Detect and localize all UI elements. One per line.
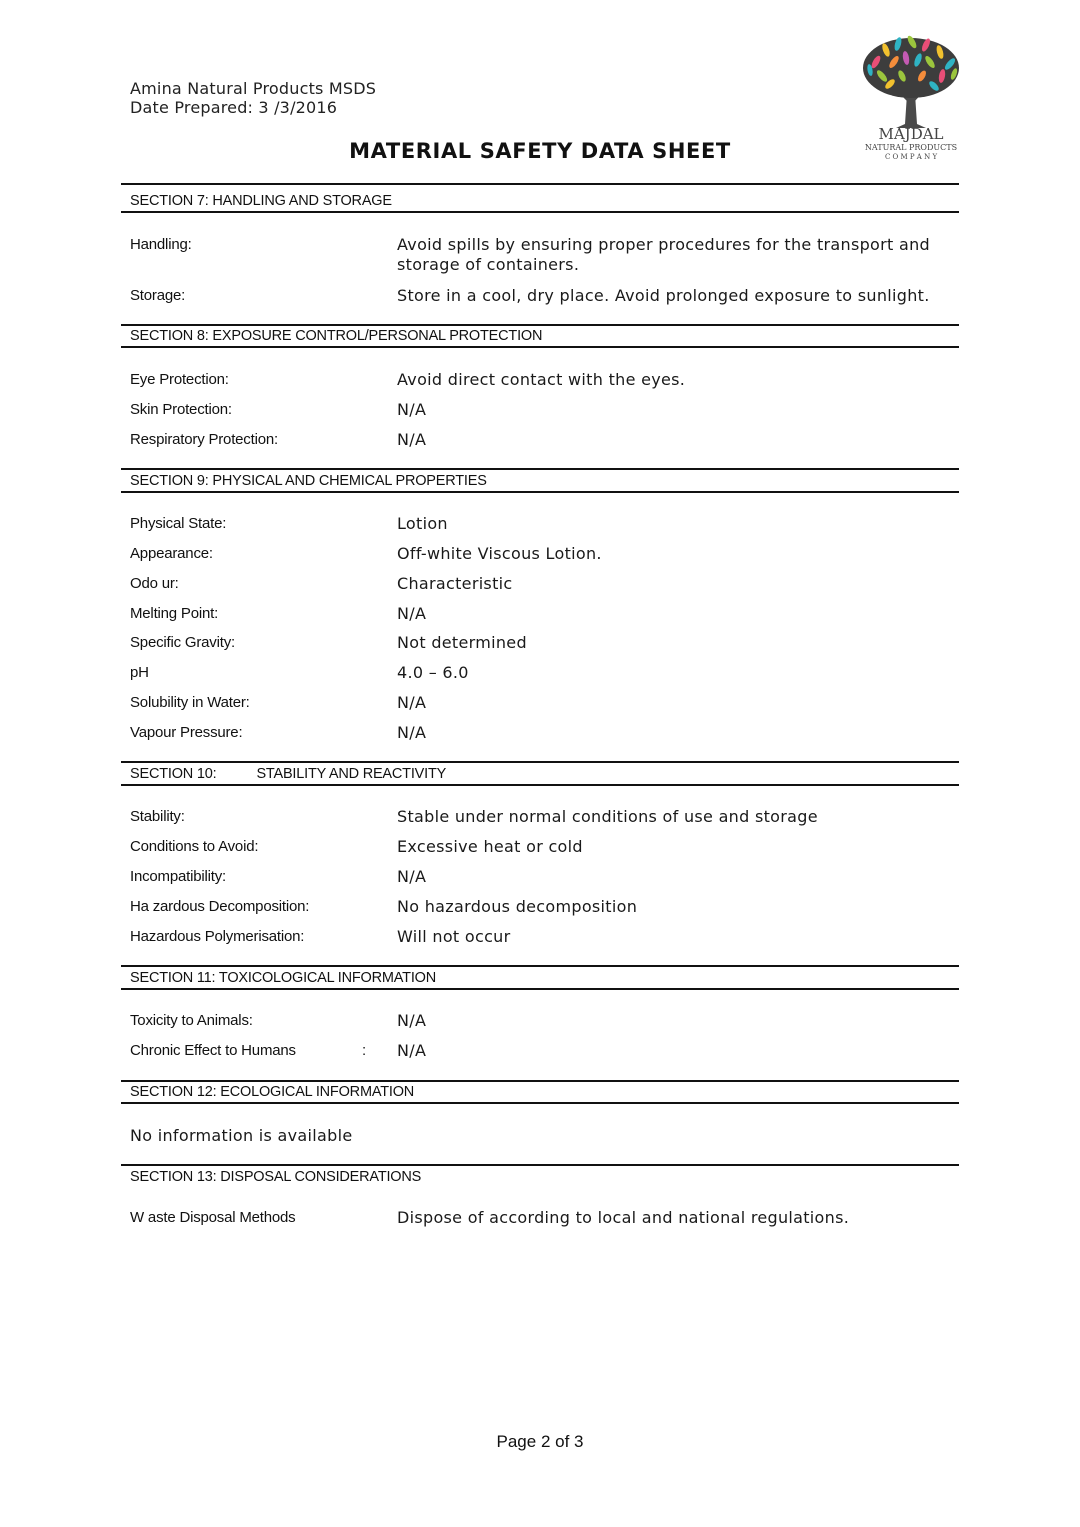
section-13-title: SECTION 13: DISPOSAL CONSIDERATIONS: [130, 1169, 422, 1185]
logo-tagline: NATURAL PRODUCTS: [864, 143, 958, 152]
section-divider: [121, 211, 959, 213]
hazardous-polymerisation-label: Hazardous Polymerisation:: [130, 928, 305, 945]
handling-label: Handling:: [130, 236, 192, 253]
waste-disposal-value: Dispose of according to local and national regulations.: [397, 1208, 850, 1227]
incompatibility-label: Incompatibility:: [130, 868, 227, 885]
waste-disposal-label: W aste Disposal Methods: [130, 1209, 296, 1226]
section-divider: [121, 761, 959, 763]
logo-company: C O M P A N Y: [884, 153, 938, 161]
handling-value-line1: Avoid spills by ensuring proper procedures for the transport and: [397, 235, 930, 254]
hazardous-decomposition-label: Ha zardous Decomposition:: [130, 898, 310, 915]
document-title: MATERIAL SAFETY DATA SHEET: [349, 139, 731, 163]
section-10-name: STABILITY AND REACTIVITY: [256, 766, 447, 782]
section-divider: [121, 784, 959, 786]
toxicity-animals-value: N/A: [397, 1011, 427, 1030]
date-prepared: Date Prepared: 3 /3/2016: [130, 98, 338, 117]
vapour-pressure-label: Vapour Pressure:: [130, 724, 243, 741]
odour-label: Odo ur:: [130, 575, 179, 592]
logo-name: MAJDAL: [878, 125, 944, 143]
physical-state-value: Lotion: [397, 514, 448, 533]
melting-point-label: Melting Point:: [130, 605, 219, 622]
appearance-value: Off-white Viscous Lotion.: [397, 544, 602, 563]
handling-value-line2: storage of containers.: [397, 255, 580, 274]
page-number: Page 2 of 3: [496, 1432, 584, 1451]
chronic-effect-value: N/A: [397, 1041, 427, 1060]
vapour-pressure-value: N/A: [397, 723, 427, 742]
eye-protection-label: Eye Protection:: [130, 371, 229, 388]
document-source-line: Amina Natural Products MSDS: [130, 79, 377, 98]
section-12-title: SECTION 12: ECOLOGICAL INFORMATION: [130, 1084, 415, 1100]
specific-gravity-label: Specific Gravity:: [130, 634, 235, 651]
ph-label: pH: [130, 664, 149, 681]
hazardous-polymerisation-value: Will not occur: [397, 927, 511, 946]
storage-value: Store in a cool, dry place. Avoid prolonged exposure to sunlight.: [397, 286, 930, 305]
ph-value: 4.0 – 6.0: [397, 663, 469, 682]
hazardous-decomposition-value: No hazardous decomposition: [397, 897, 638, 916]
section-10-number: SECTION 10:: [130, 766, 217, 782]
stability-value: Stable under normal conditions of use and storage: [397, 807, 818, 826]
appearance-label: Appearance:: [130, 545, 213, 562]
section-divider: [121, 468, 959, 470]
conditions-to-avoid-label: Conditions to Avoid:: [130, 838, 259, 855]
section-divider: [121, 1102, 959, 1104]
section-divider: [121, 988, 959, 990]
toxicity-animals-label: Toxicity to Animals:: [130, 1012, 253, 1029]
section-11-title: SECTION 11: TOXICOLOGICAL INFORMATION: [130, 970, 437, 986]
tree-logo-icon: [860, 32, 962, 162]
odour-value: Characteristic: [397, 574, 513, 593]
chronic-effect-label: Chronic Effect to Humans: [130, 1042, 296, 1059]
respiratory-protection-label: Respiratory Protection:: [130, 431, 278, 448]
section-divider: [121, 965, 959, 967]
stability-label: Stability:: [130, 808, 185, 825]
section-divider: [121, 1164, 959, 1166]
section-9-title: SECTION 9: PHYSICAL AND CHEMICAL PROPERTIES: [130, 473, 487, 489]
section-divider: [121, 1080, 959, 1082]
storage-label: Storage:: [130, 287, 186, 304]
eye-protection-value: Avoid direct contact with the eyes.: [397, 370, 686, 389]
ecological-info-text: No information is available: [130, 1126, 353, 1145]
section-10-title: [130, 766, 446, 782]
skin-protection-value: N/A: [397, 400, 427, 419]
solubility-value: N/A: [397, 693, 427, 712]
specific-gravity-value: Not determined: [397, 633, 527, 652]
company-logo: [860, 32, 962, 162]
physical-state-label: Physical State:: [130, 515, 227, 532]
section-divider: [121, 346, 959, 348]
incompatibility-value: N/A: [397, 867, 427, 886]
conditions-to-avoid-value: Excessive heat or cold: [397, 837, 583, 856]
section-divider: [121, 491, 959, 493]
skin-protection-label: Skin Protection:: [130, 401, 232, 418]
section-divider: [121, 324, 959, 326]
chronic-effect-colon: :: [362, 1042, 367, 1059]
section-8-title: SECTION 8: EXPOSURE CONTROL/PERSONAL PROTECTION: [130, 328, 543, 344]
section-7-title: SECTION 7: HANDLING AND STORAGE: [130, 193, 392, 209]
section-divider: [121, 183, 959, 185]
respiratory-protection-value: N/A: [397, 430, 427, 449]
solubility-label: Solubility in Water:: [130, 694, 250, 711]
melting-point-value: N/A: [397, 604, 427, 623]
